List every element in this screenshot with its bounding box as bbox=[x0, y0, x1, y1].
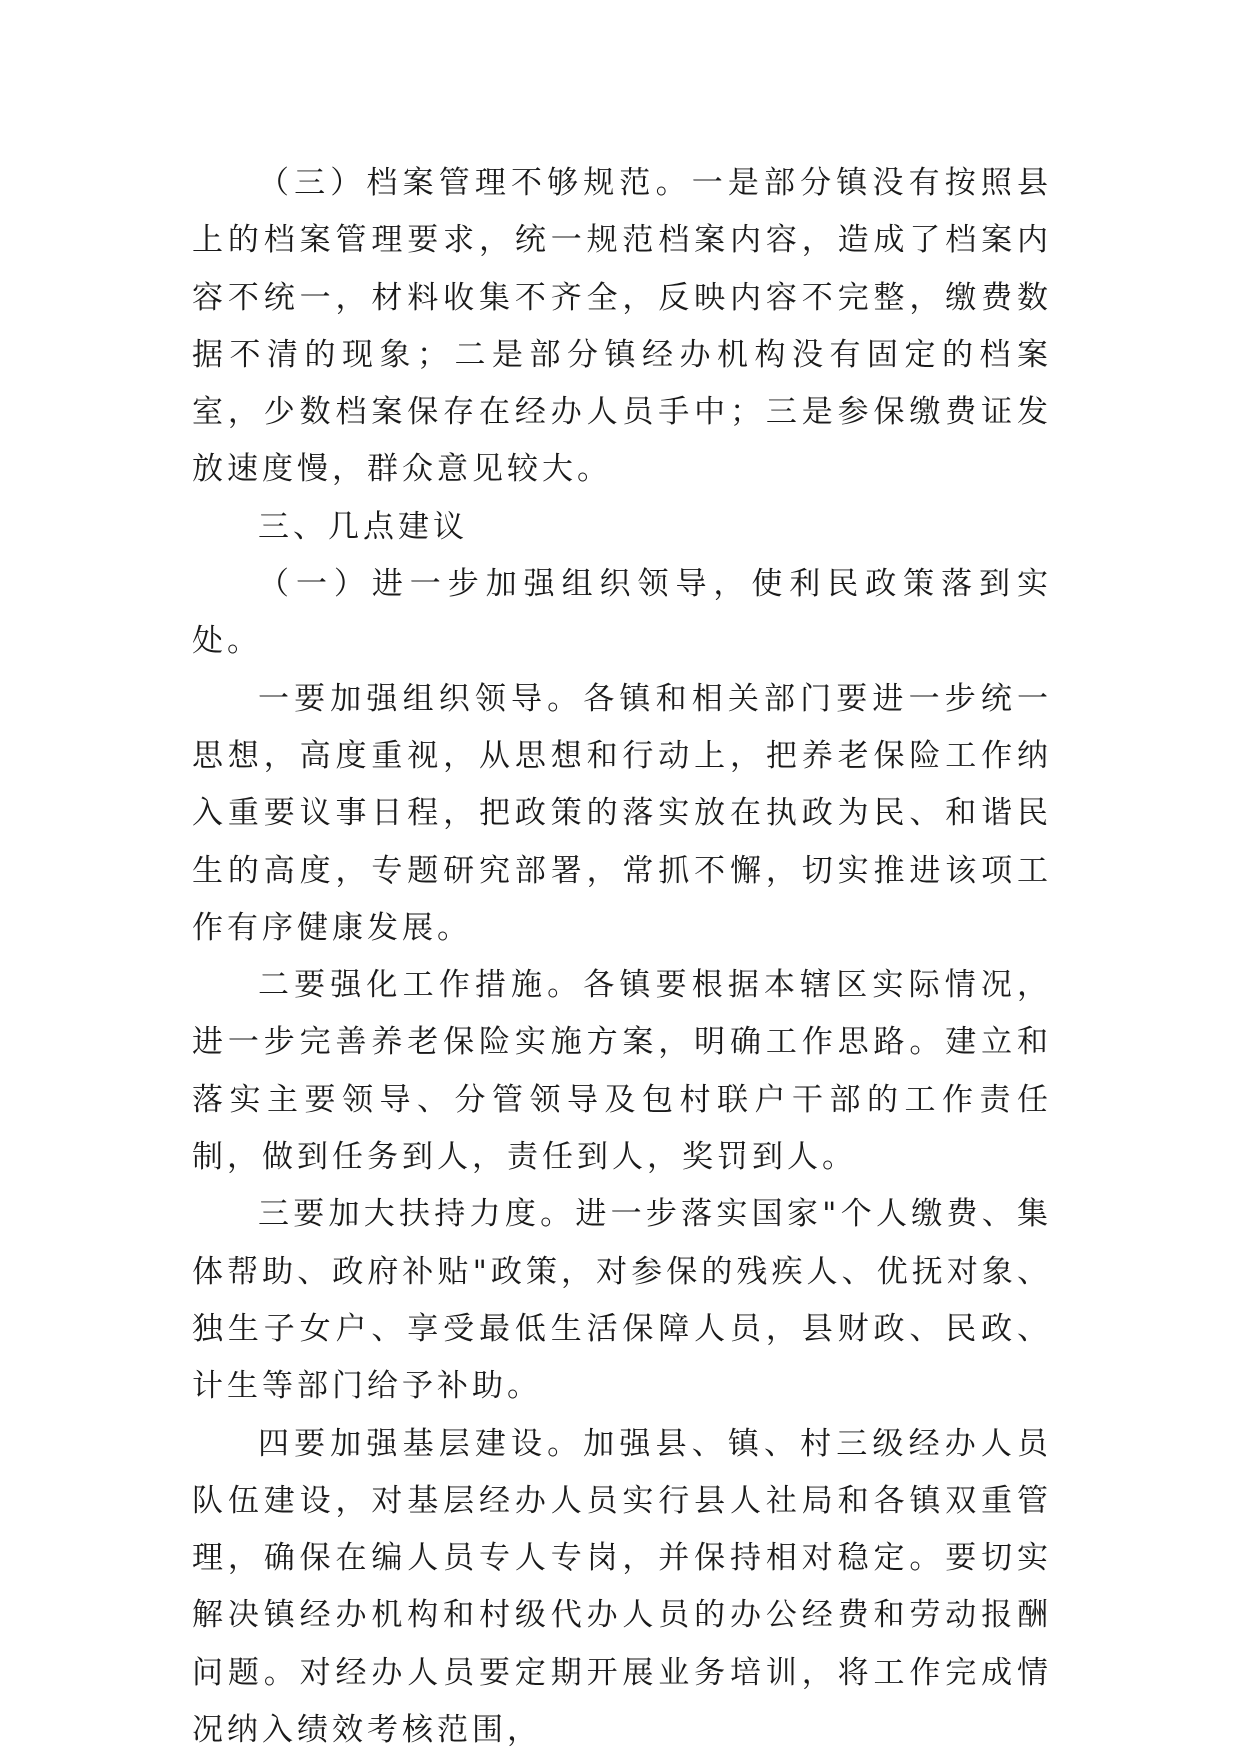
document-body bbox=[192, 155, 1052, 1759]
paragraph-suggestion-one: 一要加强组织领导。各镇和相关部门要进一步统一思想，高度重视，从思想和行动上，把养老保险工作纳入重要议事日程，把政策的落实放在执政为民、和谐民生的高度，专题研究部署，常抓不懈，切实推进该项工作有序健康发展。 bbox=[192, 680, 1052, 946]
paragraph-suggestion-four: 四要加强基层建设。加强县、镇、村三级经办人员队伍建设，对基层经办人员实行县人社局和各镇双重管理，确保在编人员专人专岗，并保持相对稳定。要切实解决镇经办机构和村级代办人员的办公经费和劳动报酬问题。对经办人员要定期开展业务培训，将工作完成情况纳入绩效考核范围， bbox=[192, 1425, 1052, 1749]
paragraph-suggestion-three: 三要加大扶持力度。进一步落实国家"个人缴费、集体帮助、政府补贴"政策，对参保的残疾人、优抚对象、独生子女户、享受最低生活保障人员，县财政、民政、计生等部门给予补助。 bbox=[192, 1196, 1052, 1405]
paragraph-suggestion-two: 二要强化工作措施。各镇要根据本辖区实际情况，进一步完善养老保险实施方案，明确工作思路。建立和落实主要领导、分管领导及包村联户干部的工作责任制，做到任务到人，责任到人，奖罚到人。 bbox=[192, 967, 1052, 1176]
subheading-organization-leadership: （一）进一步加强组织领导，使利民政策落到实处。 bbox=[192, 566, 1052, 660]
paragraph-archive-management: （三）档案管理不够规范。一是部分镇没有按照县上的档案管理要求，统一规范档案内容，造成了档案内容不统一，材料收集不齐全，反映内容不完整，缴费数据不清的现象；二是部分镇经办机构没有固定的档案室，少数档案保存在经办人员手中；三是参保缴费证发放速度慢，群众意见较大。 bbox=[192, 165, 1052, 488]
section-heading-suggestions: 三、几点建议 bbox=[258, 508, 468, 545]
